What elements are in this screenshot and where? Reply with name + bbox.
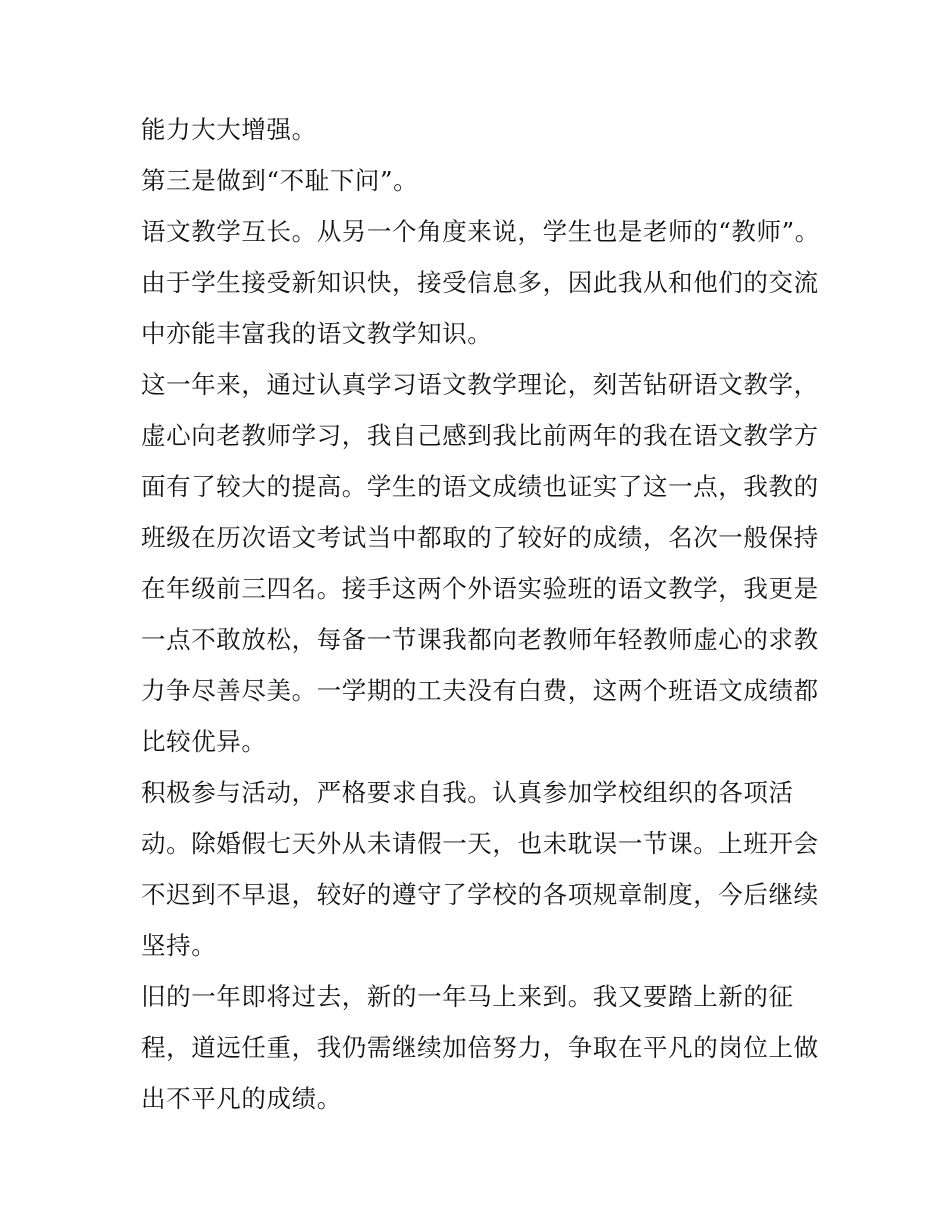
document-body [141, 104, 821, 1124]
text-line: 这一年来，通过认真学习语文教学理论，刻苦钻研语文教学， [141, 370, 819, 399]
text-line: 积极参与活动，严格要求自我。认真参加学校组织的各项活 [141, 778, 794, 807]
text-line: 能力大大增强。 [141, 115, 317, 144]
text-line: 语文教学互长。从另一个角度来说，学生也是老师的“教师”。 [141, 217, 820, 246]
text-line: 旧的一年即将过去，新的一年马上来到。我又要踏上新的征 [141, 982, 794, 1011]
text-line: 中亦能丰富我的语文教学知识。 [141, 319, 493, 348]
text-line: 动。除婚假七天外从未请假一天，也未耽误一节课。上班开会 [141, 829, 819, 858]
text-line: 由于学生接受新知识快，接受信息多，因此我从和他们的交流 [141, 268, 819, 297]
text-line: 第三是做到“不耻下问”。 [141, 166, 419, 195]
text-line: 虚心向老教师学习，我自己感到我比前两年的我在语文教学方 [141, 421, 819, 450]
text-line: 比较优异。 [141, 727, 267, 756]
text-line: 班级在历次语文考试当中都取的了较好的成绩，名次一般保持 [141, 523, 819, 552]
text-line: 出不平凡的成绩。 [141, 1084, 342, 1113]
text-line: 不迟到不早退，较好的遵守了学校的各项规章制度，今后继续 [141, 880, 819, 909]
text-line: 面有了较大的提高。学生的语文成绩也证实了这一点，我教的 [141, 472, 819, 501]
text-line: 力争尽善尽美。一学期的工夫没有白费，这两个班语文成绩都 [141, 676, 819, 705]
text-line: 程，道远任重，我仍需继续加倍努力，争取在平凡的岗位上做 [141, 1033, 819, 1062]
text-line: 在年级前三四名。接手这两个外语实验班的语文教学，我更是 [141, 574, 819, 603]
text-line: 坚持。 [141, 931, 217, 960]
text-line: 一点不敢放松，每备一节课我都向老教师年轻教师虚心的求教 [141, 625, 819, 654]
